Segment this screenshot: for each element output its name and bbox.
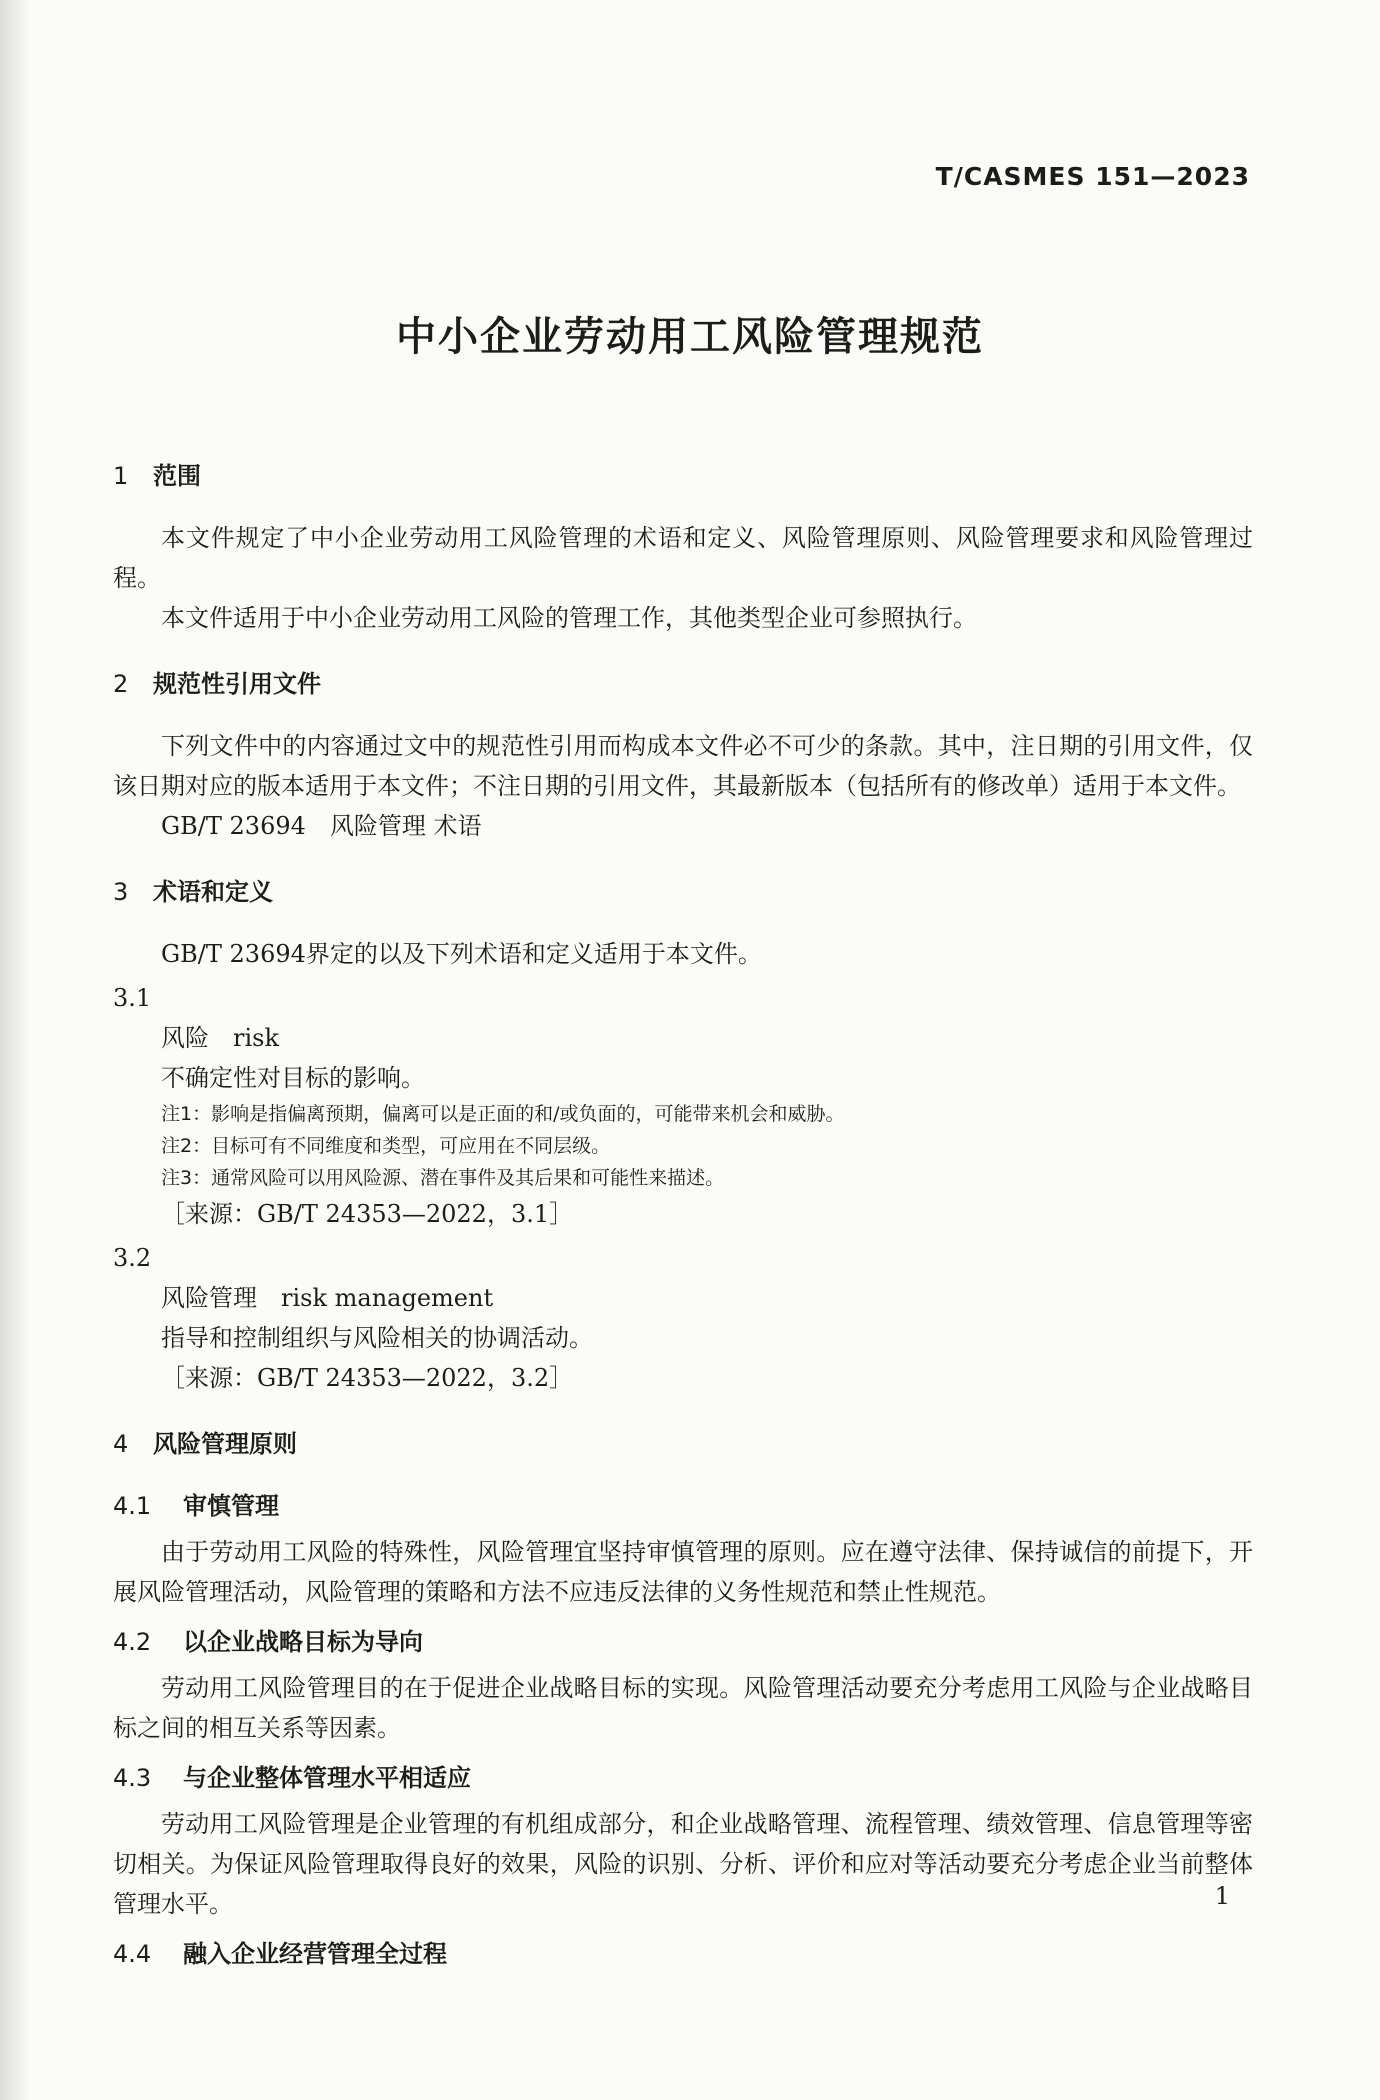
document-code: T/CASMES 151—2023 (935, 162, 1250, 191)
term-number: 3.2 (113, 1244, 152, 1272)
section-number: 4 (113, 1430, 129, 1458)
paragraph: 本文件规定了中小企业劳动用工风险管理的术语和定义、风险管理原则、风险管理要求和风险管理过程。 (113, 524, 1253, 592)
term-chinese: 风险管理 (161, 1284, 257, 1312)
section-heading-1 (113, 456, 1253, 496)
subsection-title: 以企业战略目标为导向 (183, 1628, 423, 1656)
term-entry (113, 1018, 1253, 1058)
paragraph: 下列文件中的内容通过文中的规范性引用而构成本文件必不可少的条款。其中，注日期的引用文件，仅该日期对应的版本适用于本文件；不注日期的引用文件，其最新版本（包括所有的修改单）适用于本文件。 (113, 732, 1253, 800)
term-source: ［来源：GB/T 24353—2022，3.2］ (161, 1364, 574, 1392)
note (113, 1130, 1253, 1162)
subsection-title: 融入企业经营管理全过程 (183, 1940, 447, 1968)
subsection-heading (113, 1934, 1253, 1974)
section-title: 风险管理原则 (153, 1430, 297, 1458)
subsection-title: 审慎管理 (183, 1492, 279, 1520)
section-title: 规范性引用文件 (153, 670, 321, 698)
note-text: 通常风险可以用风险源、潜在事件及其后果和可能性来描述。 (211, 1167, 725, 1189)
note-label: 注1： (161, 1103, 212, 1125)
reference-item: GB/T 23694 风险管理 术语 (161, 812, 482, 840)
note-text: 影响是指偏离预期，偏离可以是正面的和/或负面的，可能带来机会和威胁。 (211, 1103, 845, 1125)
paragraph: GB/T 23694界定的以及下列术语和定义适用于本文件。 (161, 940, 762, 968)
page-number: 1 (1214, 1882, 1230, 1910)
normative-reference (113, 806, 1253, 846)
section-title: 术语和定义 (153, 878, 273, 906)
subsection-number: 4.4 (113, 1940, 152, 1968)
term-number: 3.1 (113, 984, 152, 1012)
subsection-number: 4.1 (113, 1492, 152, 1520)
subsection-number: 4.2 (113, 1628, 152, 1656)
section-number: 1 (113, 462, 129, 490)
term-chinese: 风险 (161, 1024, 209, 1052)
paragraph: 由于劳动用工风险的特殊性，风险管理宜坚持审慎管理的原则。应在遵守法律、保持诚信的前提下，开展风险管理活动，风险管理的策略和方法不应违反法律的义务性规范和禁止性规范。 (113, 1538, 1253, 1606)
paragraph: 劳动用工风险管理是企业管理的有机组成部分，和企业战略管理、流程管理、绩效管理、信息管理等密切相关。为保证风险管理取得良好的效果，风险的识别、分析、评价和应对等活动要充分考虑企业当前整体管理水平。 (113, 1810, 1253, 1918)
section-number: 3 (113, 878, 129, 906)
document-title: 中小企业劳动用工风险管理规范 (396, 314, 984, 360)
note-text: 目标可有不同维度和类型，可应用在不同层级。 (211, 1135, 611, 1157)
term-definition: 指导和控制组织与风险相关的协调活动。 (161, 1324, 593, 1352)
note-label: 注2： (161, 1135, 212, 1157)
term-definition: 不确定性对目标的影响。 (161, 1064, 425, 1092)
paragraph: 劳动用工风险管理目的在于促进企业战略目标的实现。风险管理活动要充分考虑用工风险与企业战略目标之间的相互关系等因素。 (113, 1674, 1253, 1742)
note (113, 1098, 1253, 1130)
term-source: ［来源：GB/T 24353—2022，3.1］ (161, 1200, 574, 1228)
paragraph: 本文件适用于中小企业劳动用工风险的管理工作，其他类型企业可参照执行。 (161, 604, 977, 632)
subsection-heading (113, 1622, 1253, 1662)
section-heading-2 (113, 664, 1253, 704)
note (113, 1162, 1253, 1194)
subsection-title: 与企业整体管理水平相适应 (183, 1764, 471, 1792)
document-body (113, 430, 1253, 1980)
section-heading-3 (113, 872, 1253, 912)
subsection-number: 4.3 (113, 1764, 152, 1792)
subsection-heading (113, 1758, 1253, 1798)
section-title: 范围 (153, 462, 201, 490)
section-heading-4 (113, 1424, 1253, 1464)
subsection-heading (113, 1486, 1253, 1526)
note-label: 注3： (161, 1167, 212, 1189)
term-english: risk (233, 1024, 280, 1052)
section-number: 2 (113, 670, 129, 698)
term-english: risk management (281, 1284, 494, 1312)
term-entry (113, 1278, 1253, 1318)
